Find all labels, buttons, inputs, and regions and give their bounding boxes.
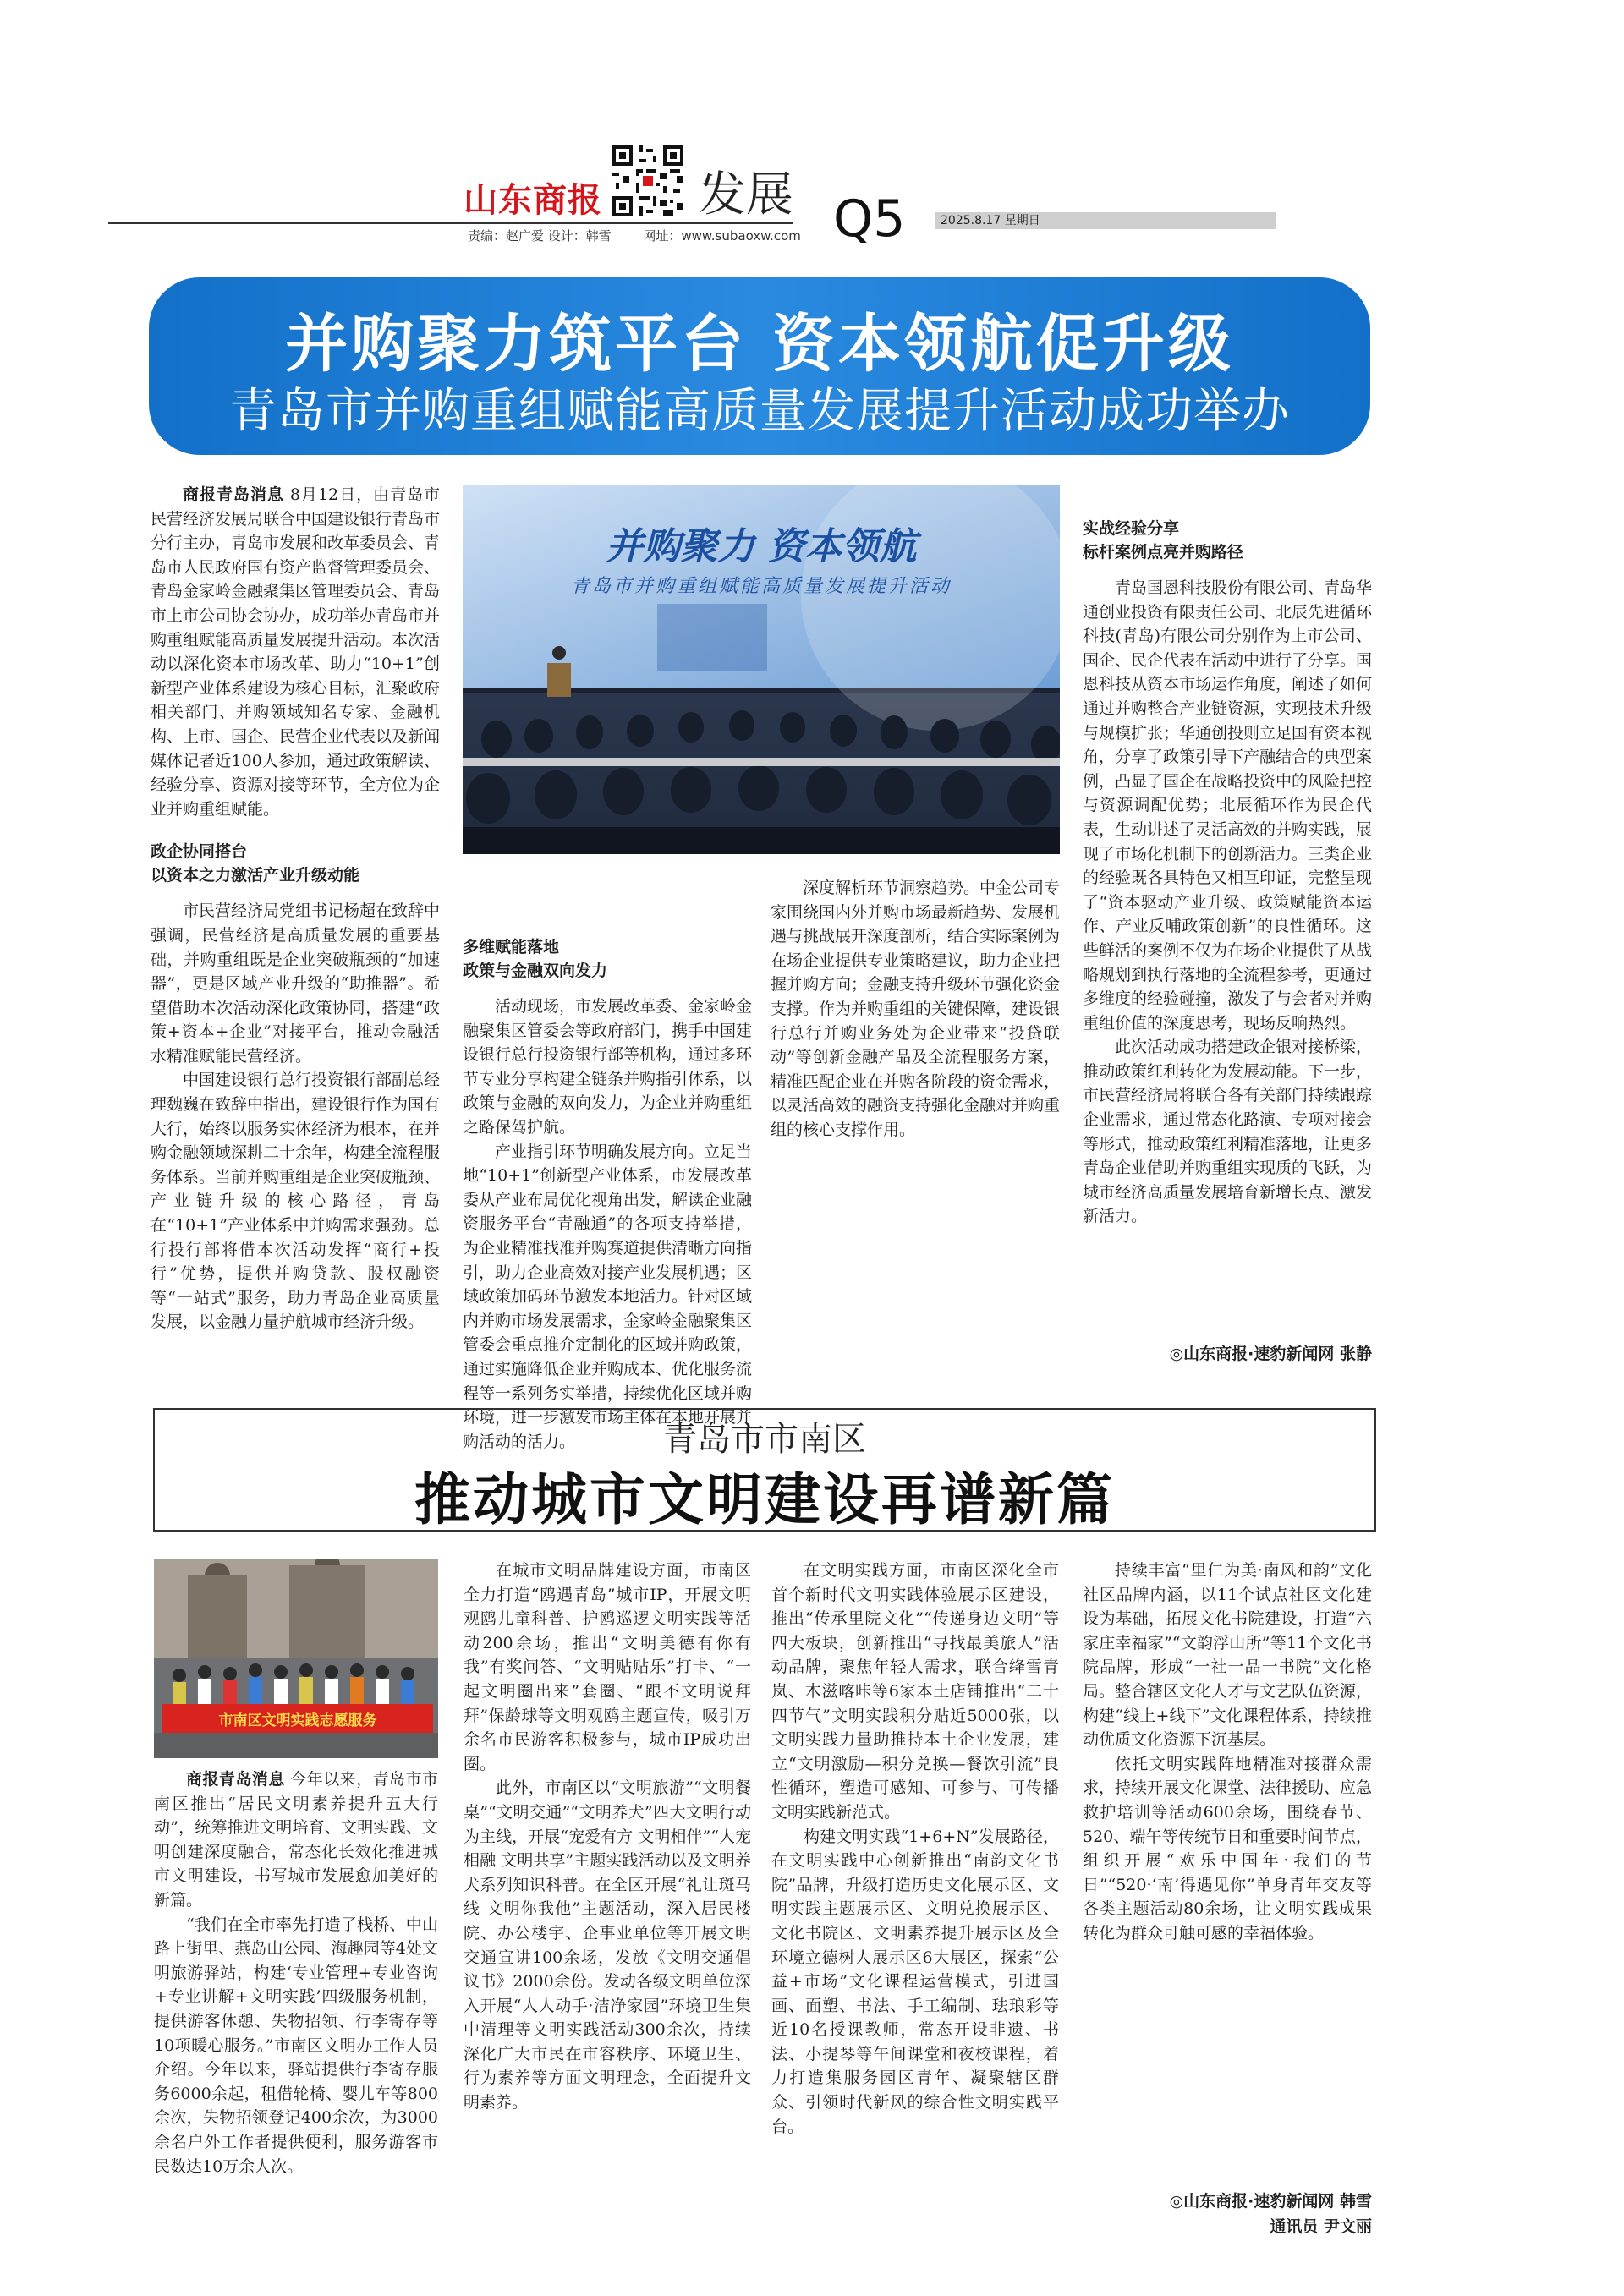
article1-title: 并购聚力筑平台 资本领航促升级 (285, 308, 1234, 381)
paragraph: “我们在全市率先打造了栈桥、中山路上街里、燕岛山公园、海趣园等4处文明旅游驿站，构建‘专业管理+专业咨询+专业讲解+文明实践’四级服务机制，提供游客休憩、失物招领、行李寄存等10项暖心服务。”市南区文明办工作人员介绍。今年以来，驿站提供行李寄存服务6000余起，租借轮椅、婴儿车等800余次，失物招领登记400余次，为3000余名户外工作者提供便利，服务游客市民数达10万余人次。 (154, 1915, 438, 2176)
lead-text: 今年以来，青岛市市南区推出“居民文明素养提升五大行动”，统筹推进文明培育、文明实践、文明创建深度融合，常态化长效化推进城市文明建设，书写城市发展愈加美好的新篇。 (154, 1770, 438, 1910)
article1-column-2 (463, 876, 752, 1454)
paragraph: 深度解析环节洞察趋势。中金公司专家围绕国内外并购市场最新趋势、发展机遇与挑战展开深度剖析，结合实际案例为在场企业提供专业策略建议，助力企业把握并购方向；金融支持升级环节强化资金支撑。作为并购重组的关键保障，建设银行总行并购业务处为企业带来“投贷联动”等创新金融产品及全流程服务方案，精准匹配企业在并购各阶段的资金需求，以灵活高效的融资支持强化金融对并购重组的核心支撑作用。 (771, 879, 1061, 1139)
paragraph: 青岛国恩科技股份有限公司、青岛华通创业投资有限责任公司、北辰先进循环科技(青岛)有限公司分别作为上市公司、国企、民企代表在活动中进行了分享。国恩科技从资本市场运作角度，阐述了如何通过并购整合产业链资源，实现技术升级与规模扩张；华通创投则立足国有资本视角，分享了政策引导下产融结合的典型案例，凸显了国企在战略投资中的风险把控与资源调配优势；北辰循环作为民企代表，生动讲述了灵活高效的并购实践，展现了市场化机制下的创新活力。三类企业的经验既各具特色又相互印证，完整呈现了“资本驱动产业升级、政策赋能资本运作、产业反哺政策创新”的良性循环。这些鲜活的案例不仅为在场企业提供了从战略规划到执行落地的全流程参考，更通过多维度的经验碰撞，激发了与会者对并购重组价值的深度思考，现场反响热烈。 (1083, 578, 1373, 1033)
article1-column-1 (151, 483, 440, 1334)
photo-backdrop-title: 并购聚力 资本领航 (606, 525, 917, 568)
photo-banner-text: 市南区文明实践志愿服务 (218, 1712, 377, 1729)
paragraph: 在文明实践方面，市南区深化全市首个新时代文明实践体验展示区建设，推出“传承里院文化”“传递身边文明”等四大板块，创新推出“寻找最美旅人”活动品牌，聚焦年轻人需求，联合绛雪青岚、木滋喀咔等6家本土店铺推出“二十四节气”文明实践积分贴近5000张，以文明实践力量助推持本土企业发展，建立“文明激励—积分兑换—餐饮引流”良性循环，塑造可感知、可参与、可传播文明实践新范式。 (771, 1561, 1059, 1822)
header-rule (108, 222, 793, 224)
paragraph: 此外，市南区以“文明旅游”“文明餐桌”“文明交通”“文明养犬”四大文明行动为主线，开展“宠爱有方 文明相伴”“人宠相融 文明共享”主题实践活动以及文明养犬系列知识科普。在全区开展“礼让斑马线 文明你我他”主题活动，深入居民楼院、办公楼宇、企事业单位等开展文明交通宣讲100余场，发放《文明交通倡议书》2000余份。发动各级文明单位深入开展“人人动手·洁净家园”环境卫生集中清理等文明实践活动300余次，持续深化广大市民在市容秩序、环境卫生、行为素养等方面文明理念，全面提升文明素养。 (464, 1778, 751, 2112)
section-name: 发展 (699, 167, 793, 222)
article1-subtitle: 青岛市并购重组赋能高质量发展提升活动成功举办 (229, 384, 1290, 439)
subheading-1: 政企协同搭台 以资本之力激活产业升级动能 (151, 842, 360, 885)
editors: 责编：赵广爱 设计：韩雪 (468, 228, 612, 244)
volunteer-group-photo (154, 1559, 438, 1758)
photo-backdrop-subtitle: 青岛市并购重组赋能高质量发展提升活动 (570, 576, 952, 597)
conference-photo (463, 485, 1060, 854)
paragraph: 此次活动成功搭建政企银对接桥梁，推动政策红利转化为发展动能。下一步，市民营经济局将联合各有关部门持续跟踪企业需求，通过常态化路演、专项对接会等形式，推动政策红利精准落地，让更多青岛企业借助并购重组实现质的飞跃，为城市经济高质量发展培育新增长点、激发新活力。 (1083, 1038, 1373, 1226)
paragraph: 活动现场，市发展改革委、金家岭金融聚集区管委会等政府部门，携手中国建设银行总行投资银行部等机构，通过多环节专业分享构建全链条并购指引体系，以政策与金融的双向发力，为企业并购重组之路保驾护航。 (463, 997, 753, 1137)
paragraph: 产业指引环节明确发展方向。立足当地“10+1”创新型产业体系，市发展改革委从产业布局优化视角出发，解读企业融资服务平台“青融通”的各项支持举措，为企业精准找准并购赛道提供清晰方向指引，助力企业高效对接产业发展机遇；区域政策加码环节激发本地活力。针对区域内并购市场发展需求，金家岭金融聚集区管委会重点推介定制化的区域并购政策，通过实施降低企业并购成本、优化服务流程等一系列务实举措，持续优化区域并购环境，进一步激发市场主体在本地开展并购活动的活力。 (463, 1142, 753, 1451)
article2-column-3 (771, 1559, 1059, 2139)
qr-code-icon (609, 142, 687, 220)
newspaper-brand: 山东商报 (464, 181, 602, 220)
paragraph: 持续丰富“里仁为美·南风和韵”文化社区品牌内涵，以11个试点社区文化建设为基础，拓展文化书院建设，打造“六家庄幸福家”“文韵浮山所”等11个文化书院品牌，形成“一社一品一书院”文化格局。整合辖区文化人才与文艺队伍资源，构建“线上+线下”文化课程体系，持续推动优质文化资源下沉基层。 (1083, 1561, 1373, 1750)
page-number: Q5 (833, 189, 906, 249)
article2-correspondent: 通讯员 尹文丽 (1270, 2217, 1372, 2236)
article2-byline: ◎山东商报·速豹新闻网 韩雪 (1169, 2192, 1372, 2211)
article2-column-2 (464, 1559, 751, 2115)
article1-byline: ◎山东商报·速豹新闻网 张静 (1169, 1345, 1372, 1363)
article1-column-3 (771, 876, 1060, 1143)
article2-column-1 (154, 1767, 438, 2178)
website: 网址：www.subaoxw.com (643, 228, 801, 244)
article1-column-4 (1083, 483, 1372, 1229)
issue-date: 2025.8.17 星期日 (941, 214, 1040, 227)
lead-label: 商报青岛消息 (186, 1770, 285, 1789)
subheading-3: 实战经验分享 标杆案例点亮并购路径 (1083, 519, 1244, 562)
lead-label: 商报青岛消息 (183, 485, 284, 504)
lead-text: 8月12日，由青岛市民营经济发展局联合中国建设银行青岛市分行主办，青岛市发展和改革委员会、青岛市人民政府国有资产监督管理委员会、青岛金家岭金融聚集区管理委员会、青岛市上市公司协会协办，成功举办青岛市并购重组赋能高质量发展提升活动。本次活动以深化资本市场改革、助力“10+1”创新型产业体系建设为核心目标，汇聚政府相关部门、并购领域知名专家、金融机构、上市、国企、民营企业代表以及新闻媒体记者近100人参加，通过政策解读、经验分享、资源对接等环节，全方位为企业并购重组赋能。 (151, 485, 441, 819)
article2-title: 推动城市文明建设再谱新篇 (414, 1467, 1115, 1532)
article2-column-4 (1083, 1559, 1372, 1946)
paragraph: 依托文明实践阵地精准对接群众需求，持续开展文化课堂、法律援助、应急救护培训等活动600余场，围绕春节、520、端午等传统节日和重要时间节点，组织开展“欢乐中国年·我们的节日”“520·‘南’得遇见你”单身青年交友等各类主题活动80余场，让文明实践成果转化为群众可触可感的幸福体验。 (1083, 1754, 1373, 1943)
subheading-2: 多维赋能落地 政策与金融双向发力 (463, 938, 608, 980)
paragraph: 在城市文明品牌建设方面，市南区全力打造“鸥遇青岛”城市IP，开展文明观鸥儿童科普、护鸥巡逻文明实践等活动200余场，推出“文明美德有你有我”有奖问答、“文明贴贴乐”打卡、“一起文明圈出来”套圈、“跟不文明说拜拜”保龄球等文明观鸥主题宣传，吸引万余名市民游客积极参与，城市IP成功出圈。 (464, 1561, 751, 1773)
paragraph: 市民营经济局党组书记杨超在致辞中强调，民营经济是高质量发展的重要基础，并购重组既是企业突破瓶颈的“加速器”，更是区域产业升级的“助推器”。希望借助本次活动深化政策协同，搭建“政策+资本+企业”对接平台，推动金融活水精准赋能民营经济。 (151, 901, 441, 1066)
paragraph: 构建文明实践“1+6+N”发展路径，在文明实践中心创新推出“南韵文化书院”品牌，升级打造历史文化展示区、文明实践主题展示区、文明兑换展示区、文化书院区、文明素养提升展示区及全环境立德树人展示区6大展区，探索“公益+市场”文化课程运营模式，引进国画、面塑、书法、手工编制、珐琅彩等近10名授课教师，常态开设非遗、书法、小提琴等午间课堂和夜校课程，着力打造集服务园区青年、凝聚辖区群众、引领时代新风的综合性文明实践平台。 (771, 1827, 1059, 2136)
editor-credits (468, 227, 801, 244)
article2-kicker: 青岛市市南区 (663, 1420, 866, 1459)
paragraph: 中国建设银行总行投资银行部副总经理魏巍在致辞中指出，建设银行作为国有大行，始终以服务实体经济为根本，在并购金融领域深耕二十余年，构建全流程服务体系。当前并购重组是企业突破瓶颈、产业链升级的核心路径，青岛在“10+1”产业体系中并购需求强劲。总行投行部将借本次活动发挥“商行+投行”优势，提供并购贷款、股权融资等“一站式”服务，助力青岛企业高质量发展，以金融力量护航城市经济升级。 (151, 1071, 441, 1332)
